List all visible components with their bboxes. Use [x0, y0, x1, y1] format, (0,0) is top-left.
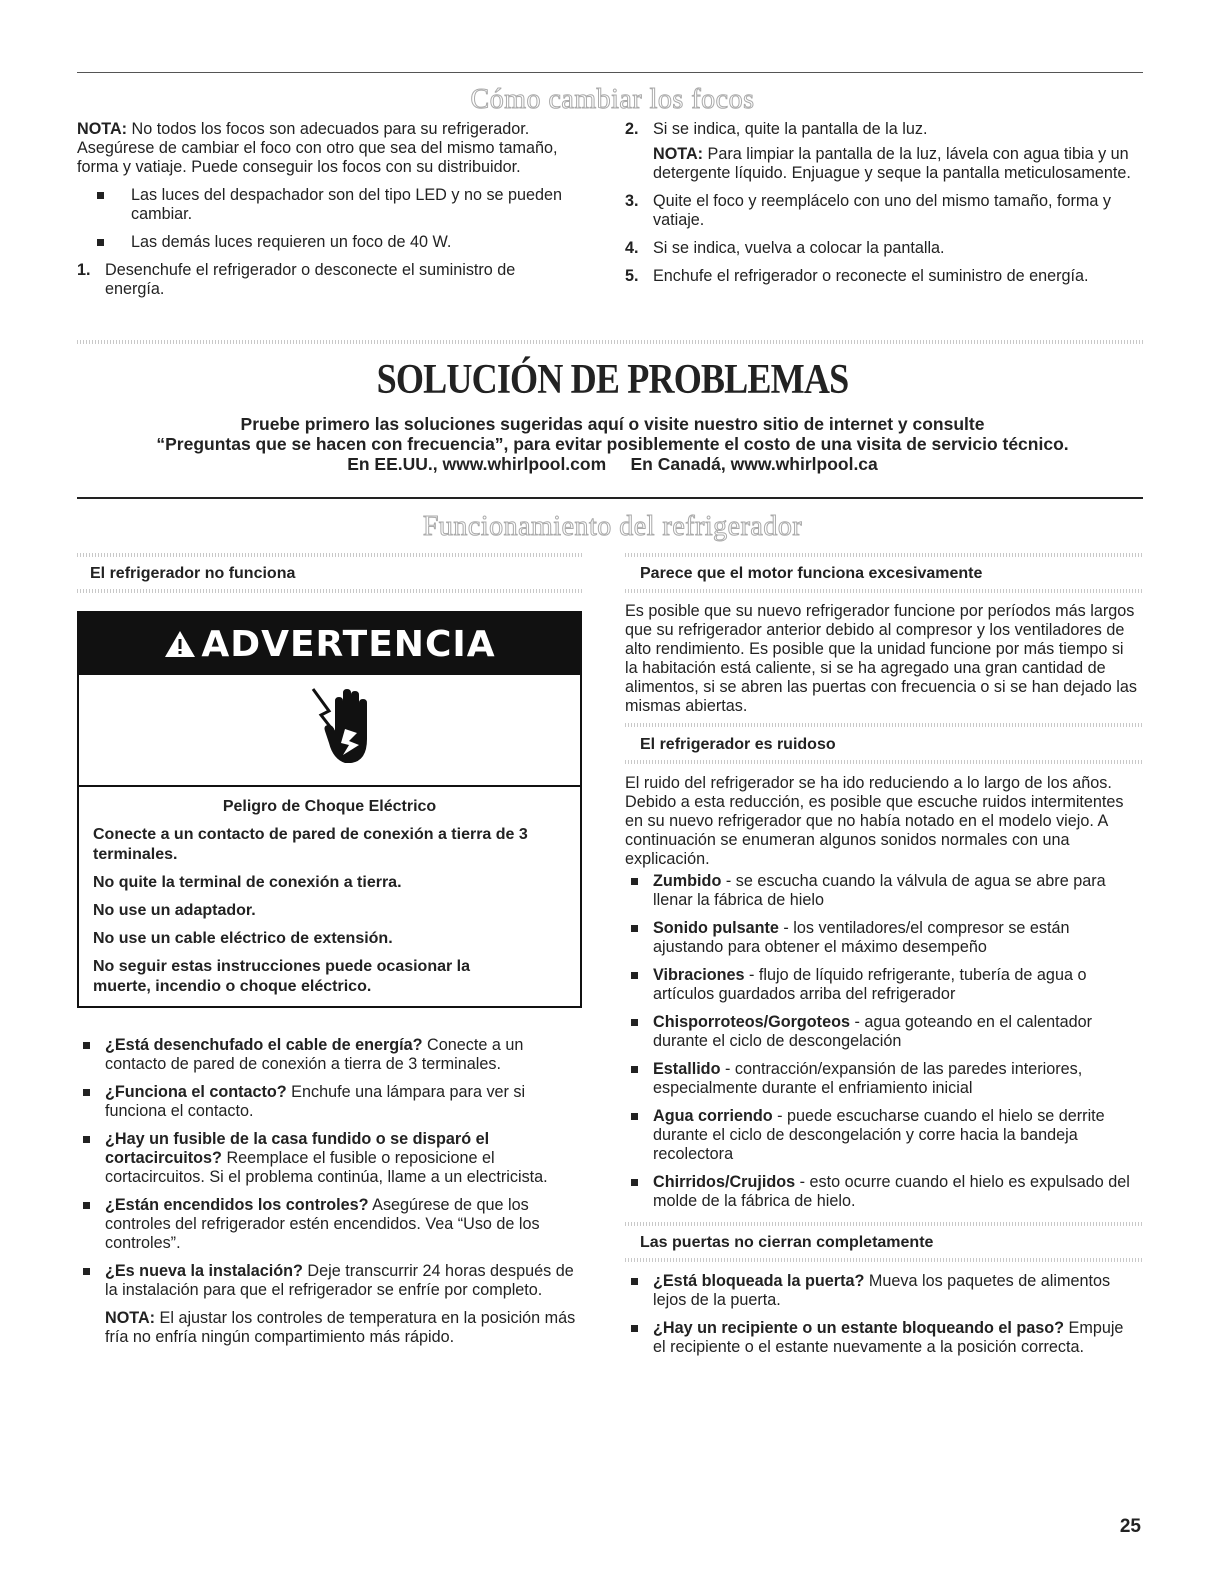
- divider: [77, 589, 582, 593]
- step-number: 5.: [625, 267, 639, 285]
- intro-line-3: En EE.UU., www.whirlpool.com En Canadá, www.whirlpool.ca: [347, 454, 878, 474]
- item-question: ¿Es nueva la instalación?: [105, 1262, 303, 1280]
- operation-section-title: Funcionamiento del refrigerador: [422, 511, 803, 542]
- note-label: NOTA:: [653, 145, 704, 163]
- intro-line-2: “Preguntas que se hacen con frecuencia”, para evitar posiblemente el costo de una visita de servicio técnico.: [156, 434, 1069, 454]
- shock-hazard-pictogram: [79, 675, 580, 787]
- motor-heading: Parece que el motor funciona excesivamente: [640, 565, 983, 582]
- warning-line: Conecte a un contacto de pared de conexión a tierra de 3 terminales.: [93, 826, 528, 863]
- list-item: Las luces del despachador son del tipo LED y no se pueden cambiar.: [91, 186, 572, 224]
- bulbs-bullets: [77, 186, 572, 252]
- intro-rule: [77, 497, 1143, 499]
- not-working-list: [77, 1036, 577, 1347]
- list-item: [77, 1083, 577, 1121]
- troubleshooting-intro: [0, 414, 1225, 474]
- list-item: [625, 1319, 1140, 1357]
- step-number: 1.: [77, 261, 91, 279]
- list-item: [77, 1036, 577, 1074]
- bulbs-left-column: [77, 120, 572, 308]
- item-answer: Enchufe una lámpara para ver si funciona el contacto.: [105, 1083, 526, 1120]
- item-question: ¿Está desenchufado el cable de energía?: [105, 1036, 423, 1054]
- item-answer: - se escucha cuando la válvula de agua se abre para llenar la fábrica de hielo: [653, 872, 1106, 909]
- not-working-note: [77, 1309, 577, 1347]
- list-item: [625, 966, 1140, 1004]
- warning-header: [79, 613, 580, 675]
- note-text: Para limpiar la pantalla de la luz, lávela con agua tibia y un detergente líquido. Enjuague y seque la pantalla meticulosamente.: [653, 145, 1131, 182]
- warning-line: No quite la terminal de conexión a tierra.: [93, 874, 402, 891]
- list-item: [625, 872, 1140, 910]
- divider: [625, 760, 1143, 764]
- item-answer: Empuje el recipiente o el estante nuevamente a la posición correcta.: [653, 1319, 1124, 1356]
- step-1: [77, 261, 572, 299]
- page-title: SOLUCIÓN DE PROBLEMAS: [376, 357, 849, 403]
- item-question: Chirridos/Crujidos: [653, 1173, 796, 1191]
- item-answer: Asegúrese de que los controles del refrigerador estén encendidos. Vea “Uso de los controles”.: [105, 1196, 540, 1252]
- list-item: [625, 1173, 1140, 1211]
- list-item: [77, 1196, 577, 1253]
- item-question: Estallido: [653, 1060, 721, 1078]
- item-answer: Mueva los paquetes de alimentos lejos de la puerta.: [653, 1272, 1111, 1309]
- step-2: [625, 120, 1145, 139]
- item-answer: Conecte a un contacto de pared de conexión a tierra de 3 terminales.: [105, 1036, 524, 1073]
- step-text: Quite el foco y reemplácelo con uno del mismo tamaño, forma y vatiaje.: [653, 192, 1111, 229]
- divider: [625, 1258, 1143, 1262]
- warning-line: No use un cable eléctrico de extensión.: [93, 930, 393, 947]
- item-question: ¿Funciona el contacto?: [105, 1083, 287, 1101]
- item-question: Vibraciones: [653, 966, 745, 984]
- warning-title: ADVERTENCIA: [201, 623, 496, 665]
- item-answer: - flujo de líquido refrigerante, tubería de agua o artículos guardados arriba del refrigerador: [653, 966, 1087, 1003]
- item-question: ¿Hay un fusible de la casa fundido o se disparó el cortacircuitos?: [105, 1130, 490, 1167]
- intro-line-1: Pruebe primero las soluciones sugeridas aquí o visite nuestro sitio de internet y consulte: [240, 414, 985, 434]
- step-number: 2.: [625, 120, 639, 138]
- item-answer: - esto ocurre cuando el hielo es expulsado del molde de la fábrica de hielo.: [653, 1173, 1130, 1210]
- divider: [625, 723, 1143, 727]
- warning-line: No use un adaptador.: [93, 902, 256, 919]
- motor-text: Es posible que su nuevo refrigerador funcione por períodos más largos que su refrigerador anterior debido al compresor y los ventiladores de alto rendimiento. Es posible que la unidad funcione por más tiempo si la habitación está caliente, si se ha agregado una gran cantidad de alimentos, si se abren las puertas con frecuencia o si se han dejado las mismas abiertas.: [625, 602, 1138, 715]
- item-answer: - contracción/expansión de las paredes interiores, especialmente durante el enfriamiento inicial: [653, 1060, 1083, 1097]
- list-item: [77, 1262, 577, 1300]
- divider: [625, 1222, 1143, 1226]
- item-question: Chisporroteos/Gorgoteos: [653, 1013, 850, 1031]
- doors-heading: Las puertas no cierran completamente: [640, 1234, 934, 1251]
- step-5: [625, 267, 1145, 286]
- noisy-heading: El refrigerador es ruidoso: [640, 736, 836, 753]
- top-rule: [77, 72, 1143, 73]
- step-3: [625, 192, 1145, 230]
- doors-list: [625, 1272, 1140, 1366]
- page-number: 25: [1119, 1516, 1141, 1537]
- noise-list: [625, 872, 1140, 1220]
- step-text: Si se indica, vuelva a colocar la pantalla.: [653, 239, 945, 257]
- warning-triangle-icon: [163, 629, 197, 659]
- step-number: 3.: [625, 192, 639, 210]
- note-text: No todos los focos son adecuados para su refrigerador. Asegúrese de cambiar el foco con otro que sea del mismo tamaño, forma y vatiaje. Puede conseguir los focos con su distribuidor.: [77, 120, 558, 176]
- list-item: [625, 1272, 1140, 1310]
- section-divider: [77, 340, 1143, 344]
- item-answer: Reemplace el fusible o reposicione el cortacircuitos. Si el problema continúa, llame a un electricista.: [105, 1149, 548, 1186]
- list-item: [625, 1013, 1140, 1051]
- list-item: [625, 1107, 1140, 1164]
- item-question: ¿Está bloqueada la puerta?: [653, 1272, 865, 1290]
- item-question: ¿Están encendidos los controles?: [105, 1196, 369, 1214]
- note-label: NOTA:: [105, 1309, 156, 1327]
- item-answer: - los ventiladores/el compresor se están ajustando para obtener el máximo desempeño: [653, 919, 1070, 956]
- warning-line: No seguir estas instrucciones puede ocasionar la muerte, incendio o choque eléctrico.: [93, 958, 471, 995]
- item-question: Zumbido: [653, 872, 722, 890]
- step-text: Enchufe el refrigerador o reconecte el suministro de energía.: [653, 267, 1089, 285]
- list-item: [77, 1130, 577, 1187]
- hazard-type: Peligro de Choque Eléctrico: [222, 798, 437, 815]
- electric-shock-icon: [305, 683, 385, 773]
- not-working-heading: El refrigerador no funciona: [90, 565, 296, 582]
- warning-box: [77, 611, 582, 1008]
- noisy-text: El ruido del refrigerador se ha ido reduciendo a lo largo de los años. Debido a esta reducción, es posible que escuche ruidos intermitentes en su nuevo refrigerador que no había notado en el modelo viejo. A continuación se enumeran algunos sonidos normales con una explicación.: [625, 774, 1124, 868]
- note-label: NOTA:: [77, 120, 128, 138]
- bulbs-section-title: Cómo cambiar los focos: [470, 84, 755, 115]
- bulbs-note: [77, 120, 572, 177]
- step-text: Si se indica, quite la pantalla de la luz.: [653, 120, 928, 138]
- item-answer: Deje transcurrir 24 horas después de la instalación para que el refrigerador se enfríe por completo.: [105, 1262, 574, 1299]
- bulbs-right-column: [625, 120, 1145, 295]
- list-item: [625, 1060, 1140, 1098]
- step-4: [625, 239, 1145, 258]
- item-answer: - agua goteando en el calentador durante el ciclo de descongelación: [653, 1013, 1093, 1050]
- item-question: Sonido pulsante: [653, 919, 779, 937]
- divider: [625, 589, 1143, 593]
- step-number: 4.: [625, 239, 639, 257]
- list-item: [625, 919, 1140, 957]
- divider: [77, 553, 582, 557]
- divider: [625, 553, 1143, 557]
- item-question: ¿Hay un recipiente o un estante bloqueando el paso?: [653, 1319, 1065, 1337]
- item-answer: - puede escucharse cuando el hielo se derrite durante el ciclo de descongelación y corre hacia la bandeja recolectora: [653, 1107, 1105, 1163]
- step-text: Desenchufe el refrigerador o desconecte el suministro de energía.: [105, 261, 516, 298]
- step-2-note: [625, 145, 1145, 183]
- note-text: El ajustar los controles de temperatura en la posición más fría no enfría ningún compartimiento más rápido.: [105, 1309, 576, 1346]
- warning-body: [79, 787, 580, 997]
- list-item: Las demás luces requieren un foco de 40 W.: [91, 233, 572, 252]
- item-question: Agua corriendo: [653, 1107, 773, 1125]
